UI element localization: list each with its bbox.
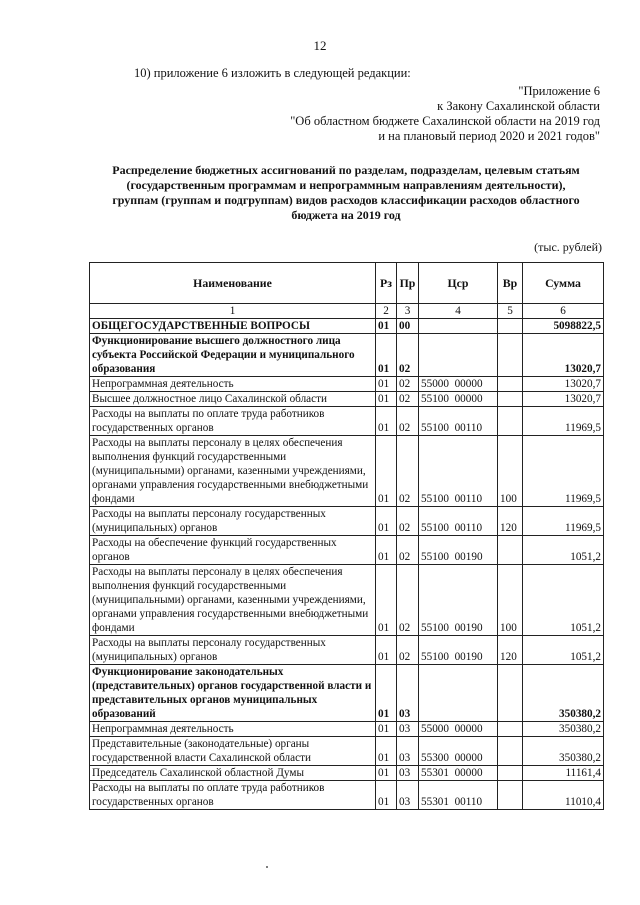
row-vr-cell [498, 319, 523, 334]
row-csr-cell: 55100 00110 [419, 436, 498, 507]
row-vr-cell [498, 407, 523, 436]
row-vr-cell: 100 [498, 565, 523, 636]
row-csr-cell: 55100 00110 [419, 407, 498, 436]
row-rz-cell: 01 [376, 319, 397, 334]
row-sum-cell: 350380,2 [523, 665, 604, 722]
row-sum-cell: 1051,2 [523, 636, 604, 665]
row-name-cell: ОБЩЕГОСУДАРСТВЕННЫЕ ВОПРОСЫ [90, 319, 376, 334]
row-vr-cell [498, 781, 523, 810]
row-csr-cell [419, 319, 498, 334]
column-number: 6 [523, 304, 604, 319]
row-csr-cell: 55000 00000 [419, 722, 498, 737]
row-name-cell: Расходы на выплаты по оплате труда работников государственных органов [90, 407, 376, 436]
row-name-cell: Председатель Сахалинской областной Думы [90, 766, 376, 781]
row-csr-cell: 55100 00190 [419, 536, 498, 565]
row-name-cell: Расходы на выплаты по оплате труда работников государственных органов [90, 781, 376, 810]
row-name-cell: Представительные (законодательные) органы государственной власти Сахалинской области [90, 737, 376, 766]
row-pr-cell: 02 [397, 507, 419, 536]
table-row [90, 377, 604, 392]
row-rz-cell: 01 [376, 392, 397, 407]
row-csr-cell: 55301 00000 [419, 766, 498, 781]
row-csr-cell: 55301 00110 [419, 781, 498, 810]
row-vr-cell [498, 377, 523, 392]
row-sum-cell: 13020,7 [523, 334, 604, 377]
row-name-cell: Высшее должностное лицо Сахалинской области [90, 392, 376, 407]
row-vr-cell [498, 334, 523, 377]
row-pr-cell: 02 [397, 377, 419, 392]
table-row [90, 636, 604, 665]
row-sum-cell: 13020,7 [523, 392, 604, 407]
row-sum-cell: 11010,4 [523, 781, 604, 810]
row-rz-cell: 01 [376, 377, 397, 392]
row-rz-cell: 01 [376, 665, 397, 722]
row-pr-cell: 00 [397, 319, 419, 334]
row-name-cell: Расходы на выплаты персоналу государственных (муниципальных) органов [90, 507, 376, 536]
table-row [90, 722, 604, 737]
document-title [86, 163, 606, 223]
title-line: Распределение бюджетных ассигнований по разделам, подразделам, целевым статьям [112, 163, 580, 177]
row-name-cell: Функционирование законодательных (представительных) органов государственной власти и представительных органов муниципальных образований [90, 665, 376, 722]
row-rz-cell: 01 [376, 507, 397, 536]
row-rz-cell: 01 [376, 636, 397, 665]
row-name-cell: Непрограммная деятельность [90, 722, 376, 737]
row-pr-cell: 02 [397, 407, 419, 436]
appendix-header [290, 84, 600, 144]
page-number: 12 [313, 38, 327, 53]
column-number-row [90, 304, 604, 319]
row-rz-cell: 01 [376, 722, 397, 737]
row-sum-cell: 5098822,5 [523, 319, 604, 334]
table-body [90, 319, 604, 810]
row-pr-cell: 02 [397, 334, 419, 377]
table-header-row [90, 263, 604, 304]
appendix-line: "Об областном бюджете Сахалинской области на 2019 год [290, 114, 600, 128]
title-line: (государственным программам и непрограммным направлениям деятельности), [126, 178, 566, 192]
row-sum-cell: 11969,5 [523, 407, 604, 436]
table-row [90, 392, 604, 407]
table-row [90, 507, 604, 536]
row-vr-cell [498, 665, 523, 722]
table-row [90, 565, 604, 636]
row-pr-cell: 02 [397, 636, 419, 665]
row-sum-cell: 1051,2 [523, 536, 604, 565]
row-vr-cell: 100 [498, 436, 523, 507]
row-rz-cell: 01 [376, 334, 397, 377]
row-sum-cell: 11969,5 [523, 507, 604, 536]
row-name-cell: Расходы на обеспечение функций государственных органов [90, 536, 376, 565]
row-sum-cell: 350380,2 [523, 737, 604, 766]
row-csr-cell [419, 334, 498, 377]
row-name-cell: Расходы на выплаты персоналу в целях обеспечения выполнения функций государственными (муниципальными) органами, казенными учреждениями, органами управления государственными внебюджетными фондами [90, 565, 376, 636]
table-row [90, 536, 604, 565]
row-rz-cell: 01 [376, 536, 397, 565]
row-rz-cell: 01 [376, 737, 397, 766]
row-rz-cell: 01 [376, 436, 397, 507]
row-sum-cell: 13020,7 [523, 377, 604, 392]
header-rz: Рз [376, 263, 397, 304]
header-csr: Цср [419, 263, 498, 304]
row-vr-cell [498, 722, 523, 737]
row-vr-cell [498, 766, 523, 781]
title-line: бюджета на 2019 год [291, 208, 401, 222]
budget-table [89, 262, 604, 810]
header-pr: Пр [397, 263, 419, 304]
header-vr: Вр [498, 263, 523, 304]
appendix-line: "Приложение 6 [518, 84, 600, 98]
column-number: 4 [419, 304, 498, 319]
row-rz-cell: 01 [376, 565, 397, 636]
row-vr-cell [498, 392, 523, 407]
row-pr-cell: 02 [397, 565, 419, 636]
row-pr-cell: 03 [397, 737, 419, 766]
title-line: группам (группам и подгруппам) видов расходов классификации расходов областного [112, 193, 580, 207]
column-number: 2 [376, 304, 397, 319]
row-csr-cell: 55100 00110 [419, 507, 498, 536]
table-row [90, 407, 604, 436]
row-pr-cell: 03 [397, 781, 419, 810]
row-sum-cell: 350380,2 [523, 722, 604, 737]
row-pr-cell: 03 [397, 766, 419, 781]
row-sum-cell: 1051,2 [523, 565, 604, 636]
row-csr-cell: 55300 00000 [419, 737, 498, 766]
table-row [90, 319, 604, 334]
row-csr-cell: 55100 00190 [419, 636, 498, 665]
row-csr-cell: 55100 00190 [419, 565, 498, 636]
row-name-cell: Расходы на выплаты персоналу государственных (муниципальных) органов [90, 636, 376, 665]
row-csr-cell: 55100 00000 [419, 392, 498, 407]
row-csr-cell: 55000 00000 [419, 377, 498, 392]
row-vr-cell [498, 737, 523, 766]
appendix-line: к Закону Сахалинской области [437, 99, 600, 113]
row-name-cell: Непрограммная деятельность [90, 377, 376, 392]
row-pr-cell: 03 [397, 722, 419, 737]
table-row [90, 665, 604, 722]
row-name-cell: Функционирование высшего должностного лица субъекта Российской Федерации и муниципального образования [90, 334, 376, 377]
intro-text: 10) приложение 6 изложить в следующей редакции: [134, 66, 411, 80]
table-row [90, 436, 604, 507]
row-csr-cell [419, 665, 498, 722]
row-rz-cell: 01 [376, 766, 397, 781]
appendix-line: и на плановый период 2020 и 2021 годов" [378, 129, 600, 143]
scan-speck [266, 866, 268, 868]
column-number: 1 [90, 304, 376, 319]
row-pr-cell: 02 [397, 536, 419, 565]
table-row [90, 766, 604, 781]
row-vr-cell [498, 536, 523, 565]
row-rz-cell: 01 [376, 781, 397, 810]
table-row [90, 781, 604, 810]
column-number: 3 [397, 304, 419, 319]
row-sum-cell: 11161,4 [523, 766, 604, 781]
row-vr-cell: 120 [498, 636, 523, 665]
header-sum: Сумма [523, 263, 604, 304]
row-rz-cell: 01 [376, 407, 397, 436]
column-number: 5 [498, 304, 523, 319]
row-pr-cell: 03 [397, 665, 419, 722]
row-pr-cell: 02 [397, 436, 419, 507]
header-name: Наименование [90, 263, 376, 304]
row-name-cell: Расходы на выплаты персоналу в целях обеспечения выполнения функций государственными (муниципальными) органами, казенными учреждениями, органами управления государственными внебюджетными фондами [90, 436, 376, 507]
units-label: (тыс. рублей) [534, 240, 602, 254]
row-pr-cell: 02 [397, 392, 419, 407]
row-vr-cell: 120 [498, 507, 523, 536]
table-row [90, 737, 604, 766]
table-row [90, 334, 604, 377]
row-sum-cell: 11969,5 [523, 436, 604, 507]
